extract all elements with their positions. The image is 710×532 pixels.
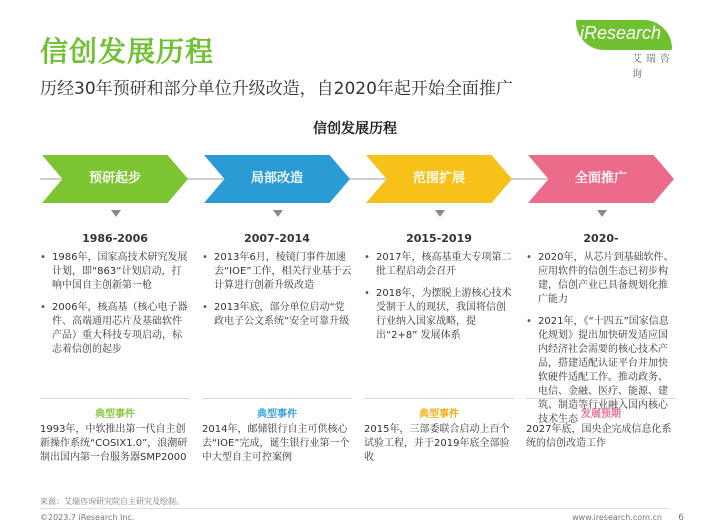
down-arrow-icon (111, 210, 121, 217)
stage-bullets (202, 251, 352, 329)
event-text: 2014年，邮储银行自主可供核心去“IOE”完成，诞生银行业第一个中大型自主可控案例 (202, 424, 350, 463)
page-title: 信创发展历程 (40, 35, 215, 68)
event-text: 2015年，三部委联合启动上百个试验工程，并于2019年底全部验收 (364, 424, 510, 463)
bullet-item: • 1986年，国家高技术研究发展计划，即“863”计划启动，打响中国自主创新第一枪 (40, 251, 190, 293)
stage-column-1 (40, 232, 190, 365)
stage-chevron-3 (366, 155, 512, 203)
bullet-item: • 2018年，为摆脱上游核心技术受制于人的现状，我国将信创行业纳入国家战略，提出“2+8” 发展体系 (364, 287, 514, 343)
down-arrow-icon (435, 210, 445, 217)
stage-chevron-1 (42, 155, 188, 203)
event-block-2 (202, 405, 352, 465)
down-arrow-icon (273, 210, 283, 217)
iresearch-logo (574, 20, 684, 80)
website-link[interactable]: www.iresearch.com.cn (572, 513, 662, 522)
timeline-title: 信创发展历程 (313, 121, 397, 137)
source-note: 来源：艾瑞咨询研究院自主研究及绘制。 (40, 497, 184, 506)
event-block-1 (40, 405, 190, 465)
event-label: 典型事件 (257, 409, 297, 420)
stage-column-2 (202, 232, 352, 337)
event-label: 典型事件 (419, 409, 459, 420)
event-text: 2027年底，国央企完成信息化系统的信创改造工作 (526, 424, 672, 449)
page-subtitle: 历经30年预研和部分单位升级改造，自2020年起开始全面推广 (40, 79, 513, 99)
event-block-3 (364, 405, 514, 465)
event-divider (526, 398, 676, 399)
logo-cn-text: 艾瑞咨询 (632, 54, 674, 80)
bullet-item: • 2021年，《“十四五”国家信息化规划》提出加快研发适应国内经济社会需要的核心技术产品，搭建适配认证平台并加快软硬件适配工作。推动政务、电信、金融、医疗、能源、建筑、制造等行业融入国内核心技术生态 (526, 315, 676, 427)
bullet-item: • 2013年底，部分单位启动“党政电子公文系统”安全可靠升级 (202, 301, 352, 329)
bullet-item: • 2006年，核高基（核心电子器件、高端通用芯片及基础软件产品）重大科技专项启动，标志着信创的起步 (40, 301, 190, 357)
stage-years: 2007-2014 (244, 232, 310, 245)
footer-divider (40, 508, 670, 509)
stage-chevron-2 (204, 155, 350, 203)
down-arrow-icon (597, 210, 607, 217)
bullet-item: • 2017年，核高基重大专项第二批工程启动会召开 (364, 251, 514, 279)
stage-chevron-4 (528, 155, 674, 203)
stage-years: 1986-2006 (82, 232, 148, 245)
stage-years: 2020- (583, 232, 619, 245)
stage-label: 范围扩展 (412, 171, 465, 186)
event-divider (364, 398, 514, 399)
stage-label: 全面推广 (574, 171, 627, 186)
event-label: 典型事件 (95, 409, 135, 420)
logo-text: iResearch (580, 23, 662, 43)
bullet-item: • 2020年，从芯片到基础软件、应用软件的信创生态已初步构建，信创产业已具备规划化推广能力 (526, 251, 676, 307)
page-number: 6 (678, 513, 684, 523)
event-divider (202, 398, 352, 399)
stage-column-3 (364, 232, 514, 351)
bullet-item: • 2013年6月，棱镜门事件加速去“IOE”工作，相关行业基于云计算进行创新升级改造 (202, 251, 352, 293)
event-divider (40, 398, 190, 399)
stage-label: 预研起步 (88, 171, 141, 186)
stage-bullets (526, 251, 676, 427)
stage-years: 2015-2019 (406, 232, 472, 245)
stage-bullets (40, 251, 190, 357)
event-text: 1993年，中软推出第一代自主创新操作系统“COSIX1.0”，浪潮研制出国内第一台服务器SMP2000 (40, 424, 188, 463)
event-block-4 (526, 405, 676, 451)
event-label: 发展预期 (581, 409, 621, 420)
copyright-text: ©2023.7 iResearch Inc. (40, 513, 135, 522)
stage-bullets (364, 251, 514, 343)
stage-label: 局部改造 (250, 171, 303, 186)
